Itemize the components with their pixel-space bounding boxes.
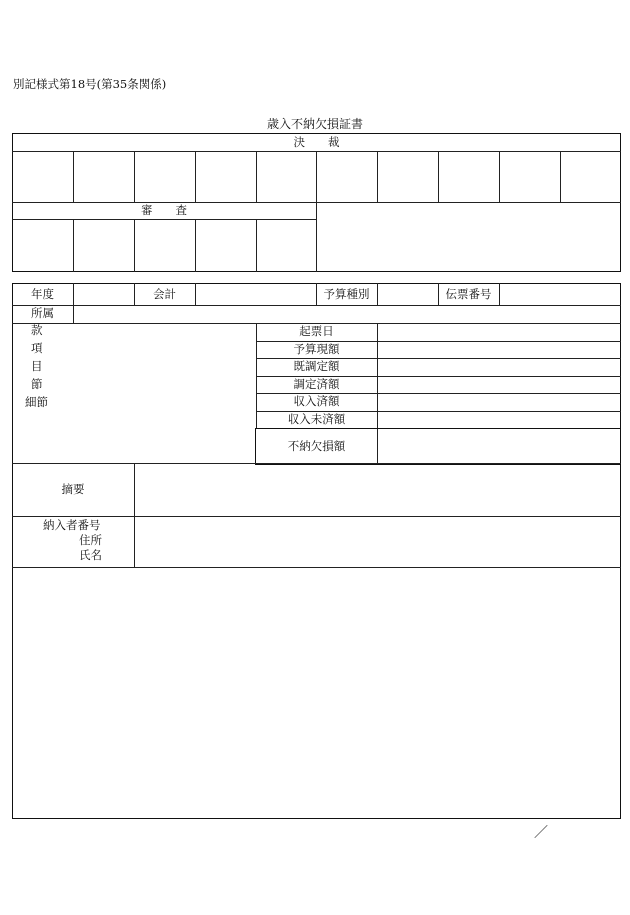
nendo-label: 年度 <box>31 287 54 301</box>
kaikei-label: 会計 <box>153 287 176 301</box>
yosan-shubetsu-label: 予算種別 <box>323 287 370 301</box>
payer-number-label: 納入者番号 <box>43 518 101 532</box>
budget-item-kan: 款 <box>31 323 43 337</box>
budget-item-kou: 項 <box>31 341 43 355</box>
amount-label-shunyu-misai: 収入未済額 <box>287 412 346 426</box>
amount-label-chotei-zumi: 調定済額 <box>293 377 340 391</box>
footer-slash: ／ <box>534 825 548 841</box>
amount-label-shunyu-zumi: 収入済額 <box>293 394 340 408</box>
shozoku-label: 所属 <box>31 306 54 320</box>
budget-item-moku: 目 <box>31 359 43 373</box>
amount-label-kihyobi: 起票日 <box>299 324 334 338</box>
budget-item-setsu: 節 <box>31 377 43 391</box>
budget-item-saisetsu: 細節 <box>25 395 48 409</box>
payer-name-label: 氏名 <box>79 548 102 562</box>
amount-label-yosan-gengaku: 予算現額 <box>293 342 340 356</box>
payer-address-label: 住所 <box>79 533 102 547</box>
shinsa-header: 審 査 <box>141 203 187 217</box>
denpyo-bango-label: 伝票番号 <box>445 287 492 301</box>
form-reference: 別記様式第18号(第35条関係) <box>13 77 167 91</box>
amount-label-ki-chotei: 既調定額 <box>293 359 340 373</box>
kessai-header: 決 裁 <box>293 135 340 149</box>
funou-kesson-label: 不納欠損額 <box>287 439 346 453</box>
document-title: 歳入不納欠損証書 <box>266 117 363 131</box>
tekiyo-label: 摘要 <box>61 482 85 496</box>
